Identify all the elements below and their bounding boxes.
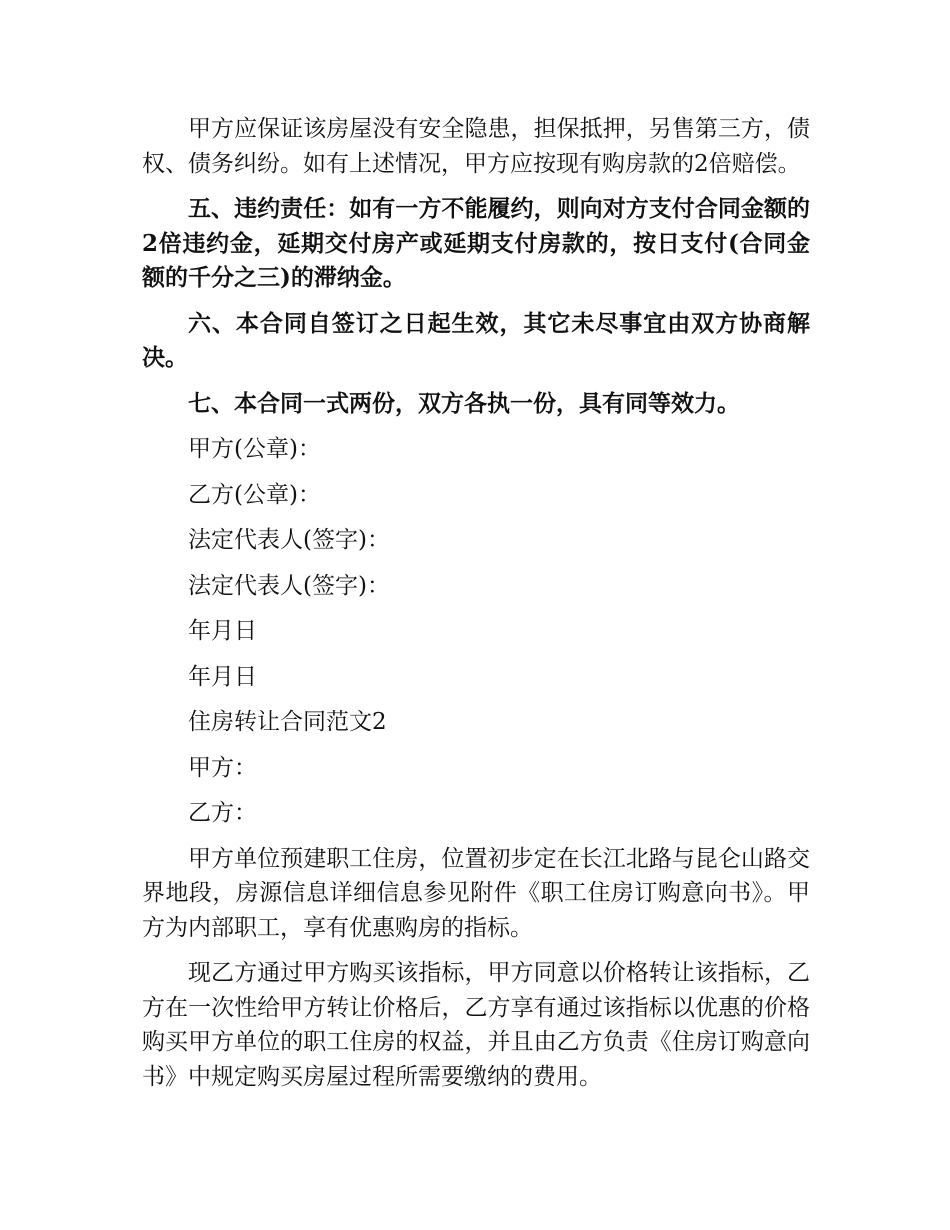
paragraph-copies: 七、本合同一式两份，双方各执一份，具有同等效力。 [188, 389, 740, 417]
date-line-b: 年月日 [188, 663, 257, 690]
paragraph-quota-transfer: 现乙方通过甲方购买该指标，甲方同意以价格转让该指标，乙方在一次性给甲方转让价格后，乙方享有通过该指标以优惠的价格购买甲方单位的职工住房的权益，并且由乙方负责《住房订购意向书》中规定购买房屋过程所需要缴纳的费用。 [142, 960, 810, 1090]
document-page [142, 112, 810, 1105]
section-title: 住房转让合同范文2 [188, 709, 387, 735]
party-a-seal-line: 甲方(公章)： [188, 436, 321, 462]
party-a-line: 甲方： [188, 754, 257, 781]
party-b-seal-line: 乙方(公章)： [188, 481, 321, 508]
legal-rep-signature-line-b: 法定代表人(签字)： [188, 572, 390, 599]
paragraph-guarantee: 甲方应保证该房屋没有安全隐患，担保抵押，另售第三方，债权、债务纠纷。如有上述情况，甲方应按现有购房款的2倍赔偿。 [142, 116, 810, 177]
paragraph-housing-info: 甲方单位预建职工住房，位置初步定在长江北路与昆仑山路交界地段，房源信息详细信息参见附件《职工住房订购意向书》。甲方为内部职工，享有优惠购房的指标。 [142, 845, 810, 941]
legal-rep-signature-line-a: 法定代表人(签字)： [188, 527, 390, 553]
paragraph-effective-date: 六、本合同自签订之日起生效，其它未尽事宜由双方协商解决。 [142, 309, 810, 371]
date-line-a: 年月日 [188, 618, 257, 644]
party-b-line: 乙方： [188, 800, 257, 826]
paragraph-breach-liability: 五、违约责任：如有一方不能履约，则向对方支付合同金额的2倍违约金，延期交付房产或延期支付房款的，按日支付(合同金额的千分之三)的滞纳金。 [142, 195, 810, 291]
